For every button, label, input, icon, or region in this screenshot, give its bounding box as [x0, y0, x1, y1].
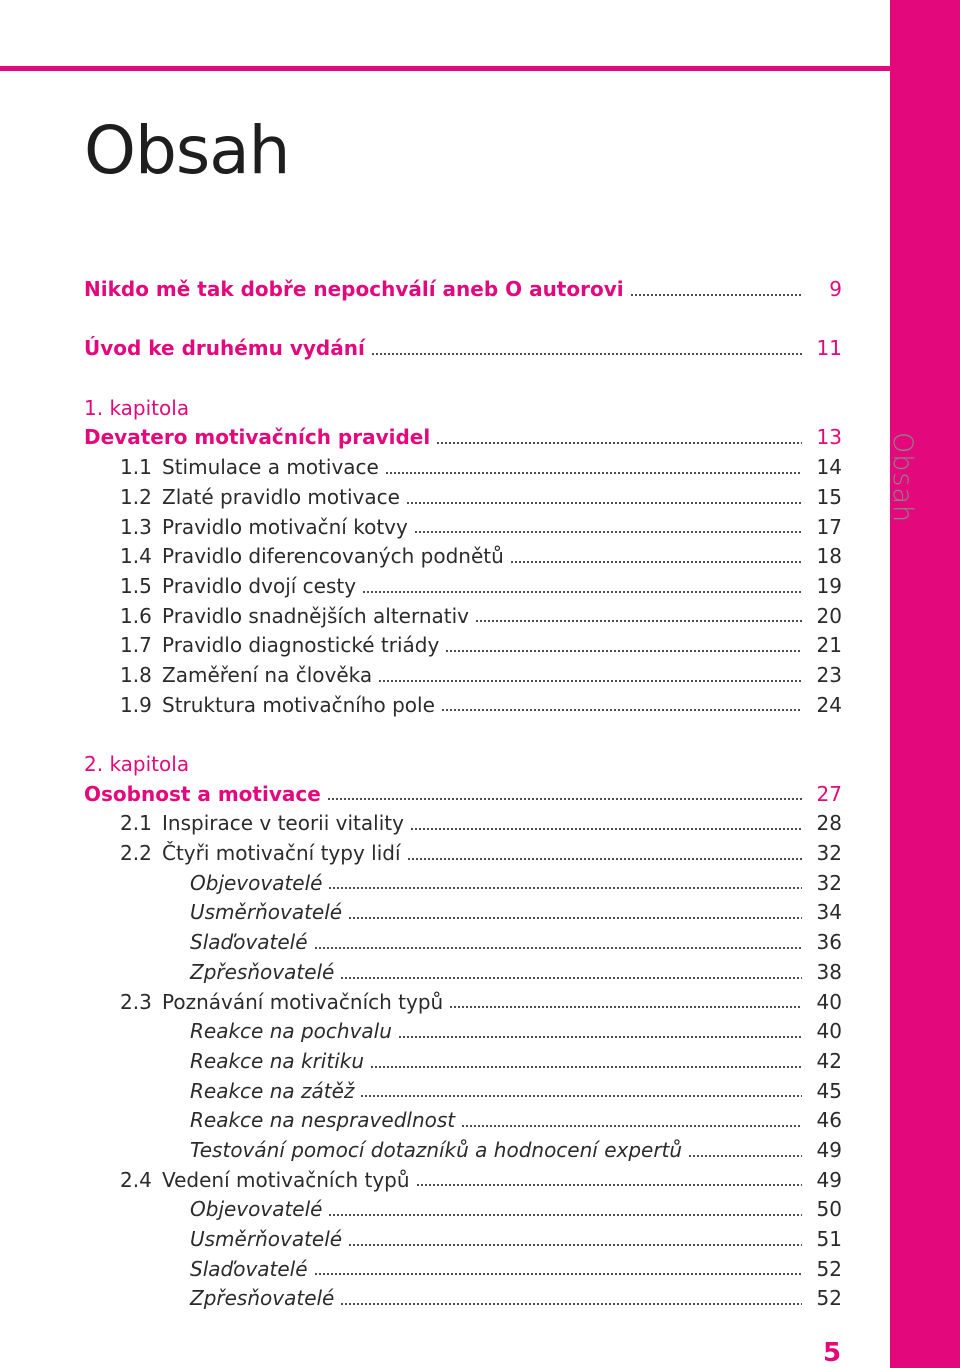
toc-entry-page: 52: [816, 1256, 842, 1281]
toc-entry-page: 38: [816, 959, 842, 984]
toc-entry-number: 2.4: [120, 1167, 152, 1192]
toc-entry[interactable]: [84, 661, 842, 691]
toc-entry-number: 1.2: [120, 484, 152, 509]
toc-entry[interactable]: [84, 572, 842, 602]
dot-leader: [328, 1214, 802, 1216]
toc-entry[interactable]: [84, 1255, 842, 1285]
chapter-label: [84, 750, 842, 780]
dot-leader: [314, 947, 802, 949]
toc-entry-title: Struktura motivačního pole: [162, 692, 435, 717]
chapter-label: [84, 394, 842, 424]
toc-entry-page: 17: [816, 514, 842, 539]
toc-entry[interactable]: [84, 1047, 842, 1077]
toc-entry-title: Čtyři motivační typy lidí: [162, 841, 401, 866]
toc-entry[interactable]: [84, 1106, 842, 1136]
dot-leader: [398, 1036, 802, 1038]
toc-entry-title: Stimulace a motivace: [162, 455, 379, 480]
toc-entry[interactable]: [84, 542, 842, 572]
toc-entry[interactable]: [84, 928, 842, 958]
toc-entry[interactable]: [84, 1077, 842, 1107]
dot-leader: [360, 1095, 802, 1097]
toc-entry-title: 1. kapitola: [84, 395, 190, 420]
toc-entry-page: 19: [816, 573, 842, 598]
toc-entry-page: 49: [816, 1167, 842, 1192]
toc-entry[interactable]: [84, 513, 842, 543]
dot-leader: [475, 620, 802, 622]
toc-entry-page: 34: [816, 900, 842, 925]
dot-leader: [510, 561, 802, 563]
toc-entry-page: 14: [816, 455, 842, 480]
toc-entry-title: Objevovatelé: [190, 870, 323, 895]
toc-entry[interactable]: [84, 691, 842, 721]
toc-entry-number: 1.5: [120, 573, 152, 598]
toc-entry[interactable]: [84, 809, 842, 839]
toc-entry[interactable]: [84, 1195, 842, 1225]
toc-entry-page: 49: [816, 1137, 842, 1162]
toc-entry[interactable]: [84, 1225, 842, 1255]
toc-entry-title: Reakce na kritiku: [190, 1048, 365, 1073]
toc-entry-title: Slaďovatelé: [190, 1256, 308, 1281]
toc-entry-number: 1.6: [120, 603, 152, 628]
toc-entry-page: 32: [816, 841, 842, 866]
dot-leader: [371, 353, 802, 355]
toc-entry-title: Zpřesňovatelé: [190, 1286, 335, 1311]
toc-entry[interactable]: [84, 602, 842, 632]
toc-entry-title: Reakce na nespravedlnost: [190, 1108, 456, 1133]
dot-leader: [445, 650, 802, 652]
toc-entry-page: 40: [816, 989, 842, 1014]
toc-entry-title: Pravidlo snadnějších alternativ: [162, 603, 470, 628]
toc-entry[interactable]: [84, 483, 842, 513]
dot-leader: [314, 1273, 802, 1275]
toc-entry-page: 23: [816, 662, 842, 687]
toc-entry-title: Pravidlo dvojí cesty: [162, 573, 357, 598]
toc-entry-page: 51: [816, 1227, 842, 1251]
dot-leader: [416, 1184, 802, 1186]
dot-leader: [630, 294, 802, 296]
top-rule: [0, 66, 890, 71]
toc-entry[interactable]: [84, 631, 842, 661]
toc-entry[interactable]: [84, 1017, 842, 1047]
table-of-contents: [84, 275, 842, 1314]
dot-leader: [436, 442, 802, 444]
page-number: 5: [823, 1338, 842, 1368]
page-title: Obsah: [84, 112, 290, 189]
toc-entry-title: Vedení motivačních typů: [162, 1167, 410, 1192]
dot-leader: [327, 798, 802, 800]
toc-entry-title: Úvod ke druhému vydání: [84, 336, 365, 361]
toc-entry-page: 15: [816, 484, 842, 509]
dot-leader: [406, 502, 802, 504]
toc-entry-page: 36: [816, 930, 842, 955]
toc-entry[interactable]: [84, 988, 842, 1018]
toc-entry-title: Reakce na pochvalu: [190, 1019, 392, 1044]
toc-entry-title: Devatero motivačních pravidel: [84, 425, 431, 450]
toc-entry-number: 2.3: [120, 989, 152, 1014]
dot-leader: [410, 828, 802, 830]
toc-entry-number: 2.1: [120, 811, 152, 836]
toc-entry-title: Reakce na zátěž: [190, 1078, 355, 1103]
toc-entry[interactable]: [84, 898, 842, 928]
dot-leader: [348, 917, 802, 919]
toc-entry[interactable]: [84, 334, 842, 364]
toc-entry-page: 27: [816, 781, 842, 806]
toc-entry-title: Pravidlo motivační kotvy: [162, 514, 408, 539]
toc-entry-title: Pravidlo diferencovaných podnětů: [162, 544, 504, 569]
toc-entry-page: 11: [816, 336, 842, 361]
toc-entry-title: Slaďovatelé: [190, 930, 308, 955]
toc-entry-number: 1.3: [120, 514, 152, 539]
dot-leader: [688, 1155, 802, 1157]
toc-entry-page: 28: [816, 811, 842, 836]
toc-entry-title: Pravidlo diagnostické triády: [162, 633, 440, 658]
dot-leader: [441, 709, 802, 711]
toc-entry[interactable]: [84, 839, 842, 869]
toc-entry-page: 46: [816, 1108, 842, 1133]
dot-leader: [461, 1125, 802, 1127]
side-tab-bar: [887, 0, 960, 1368]
toc-entry[interactable]: [84, 869, 842, 899]
toc-entry-page: 50: [816, 1197, 842, 1222]
toc-entry-page: 42: [816, 1048, 842, 1073]
toc-entry-number: 1.4: [120, 544, 152, 569]
toc-entry-title: Usměrňovatelé: [190, 1227, 343, 1251]
toc-entry-page: 24: [816, 692, 842, 717]
dot-leader: [407, 858, 802, 860]
toc-entry-title: Zlaté pravidlo motivace: [162, 484, 400, 509]
toc-entry[interactable]: [84, 1166, 842, 1196]
toc-entry-page: 13: [816, 425, 842, 450]
toc-entry-title: Testování pomocí dotazníků a hodnocení expertů: [190, 1137, 683, 1162]
side-tab-label: Obsah: [887, 432, 918, 524]
toc-entry-title: Poznávání motivačních typů: [162, 989, 444, 1014]
toc-entry-number: 2.2: [120, 841, 152, 866]
toc-entry-page: 45: [816, 1078, 842, 1103]
dot-leader: [414, 531, 802, 533]
toc-entry[interactable]: [84, 1136, 842, 1166]
dot-leader: [449, 1006, 802, 1008]
toc-entry-number: 1.7: [120, 633, 152, 658]
toc-entry-number: 1.9: [120, 692, 152, 717]
dot-leader: [340, 1303, 802, 1305]
toc-entry-number: 1.1: [120, 455, 152, 480]
toc-entry-title: 2. kapitola: [84, 752, 190, 776]
toc-entry[interactable]: [84, 1284, 842, 1314]
toc-entry-page: 18: [816, 544, 842, 569]
toc-entry-page: 52: [816, 1286, 842, 1311]
toc-entry-title: Zpřesňovatelé: [190, 959, 335, 984]
toc-entry-title: Usměrňovatelé: [190, 900, 343, 925]
dot-leader: [362, 591, 802, 593]
dot-leader: [370, 1066, 802, 1068]
dot-leader: [348, 1244, 802, 1246]
toc-entry-title: Nikdo mě tak dobře nepochválí aneb O autorovi: [84, 277, 624, 301]
dot-leader: [385, 472, 802, 474]
dot-leader: [378, 680, 802, 682]
toc-entry-page: 32: [816, 870, 842, 895]
toc-entry-title: Osobnost a motivace: [84, 781, 321, 806]
toc-entry-title: Inspirace v teorii vitality: [162, 811, 404, 836]
toc-entry-page: 40: [816, 1019, 842, 1044]
toc-entry-page: 21: [816, 633, 842, 658]
toc-entry-page: 9: [829, 277, 842, 301]
toc-entry[interactable]: [84, 780, 842, 810]
toc-entry[interactable]: [84, 958, 842, 988]
toc-entry-number: 1.8: [120, 662, 152, 687]
toc-entry[interactable]: [84, 423, 842, 453]
toc-entry[interactable]: [84, 453, 842, 483]
toc-entry[interactable]: [84, 275, 842, 305]
dot-leader: [340, 977, 802, 979]
toc-entry-title: Objevovatelé: [190, 1197, 323, 1222]
toc-entry-title: Zaměření na člověka: [162, 662, 373, 687]
dot-leader: [328, 887, 802, 889]
toc-entry-page: 20: [816, 603, 842, 628]
